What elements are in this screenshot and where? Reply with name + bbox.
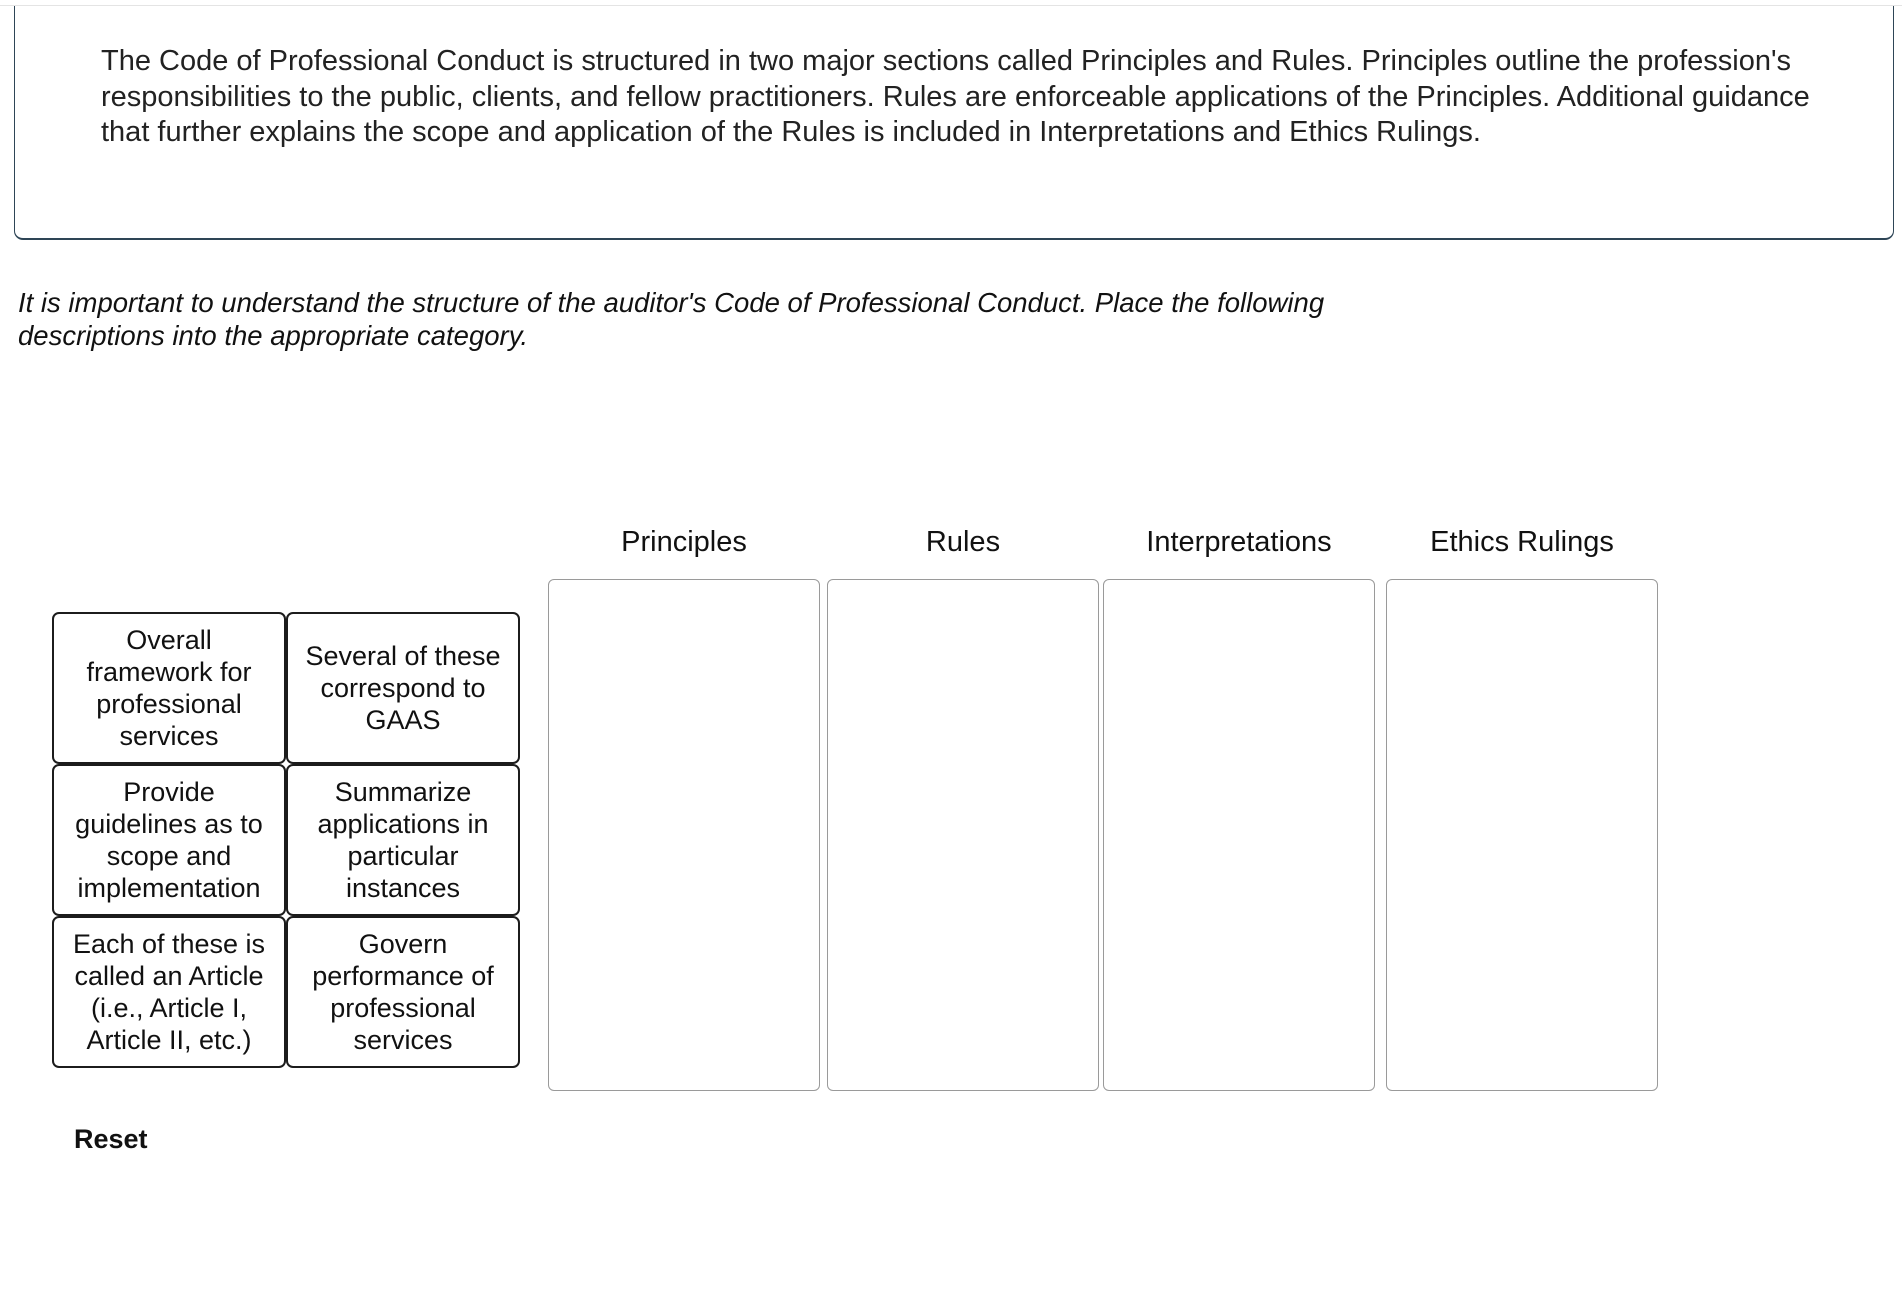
- category-label-ethics-rulings: Ethics Rulings: [1430, 526, 1614, 558]
- draggable-card[interactable]: [52, 612, 286, 764]
- category-label-interpretations: Interpretations: [1146, 526, 1332, 558]
- card-text: Each of these is called an Article (i.e., Article I, Article II, etc.): [72, 929, 266, 1055]
- card-text: Govern performance of professional services: [312, 929, 494, 1055]
- category-label-principles: Principles: [621, 526, 747, 558]
- card-text: Overall framework for professional services: [86, 625, 252, 751]
- card-text: Several of these correspond to GAAS: [305, 641, 501, 735]
- card-text: Provide guidelines as to scope and implementation: [75, 777, 263, 903]
- drop-zone-rules[interactable]: [827, 579, 1099, 1091]
- category-label-rules: Rules: [925, 526, 1001, 558]
- draggable-card[interactable]: [286, 612, 520, 764]
- draggable-card[interactable]: [52, 764, 286, 916]
- draggable-card[interactable]: [286, 764, 520, 916]
- drop-zone-ethics-rulings[interactable]: [1386, 579, 1658, 1091]
- drop-zone-principles[interactable]: [548, 579, 820, 1091]
- drop-zone-interpretations[interactable]: [1103, 579, 1375, 1091]
- draggable-card[interactable]: [52, 916, 286, 1068]
- info-panel: [14, 6, 1894, 240]
- instructions: It is important to understand the structure of the auditor's Code of Professional Conduct. Place the following descriptions into the appropriate category.: [18, 287, 1325, 351]
- draggable-card[interactable]: [286, 916, 520, 1068]
- card-text: Summarize applications in particular instances: [317, 777, 489, 903]
- info-text: The Code of Professional Conduct is structured in two major sections called Principles and Rules. Principles outline the profession's responsibilities to the public, clients, and fellow practitioners. Rules are enforceable applications of the Principles. Additional guidance that further explains the scope and application of the Rules is included in Interpretations and Ethics Rulings.: [101, 45, 1810, 148]
- reset-button[interactable]: Reset: [74, 1124, 148, 1154]
